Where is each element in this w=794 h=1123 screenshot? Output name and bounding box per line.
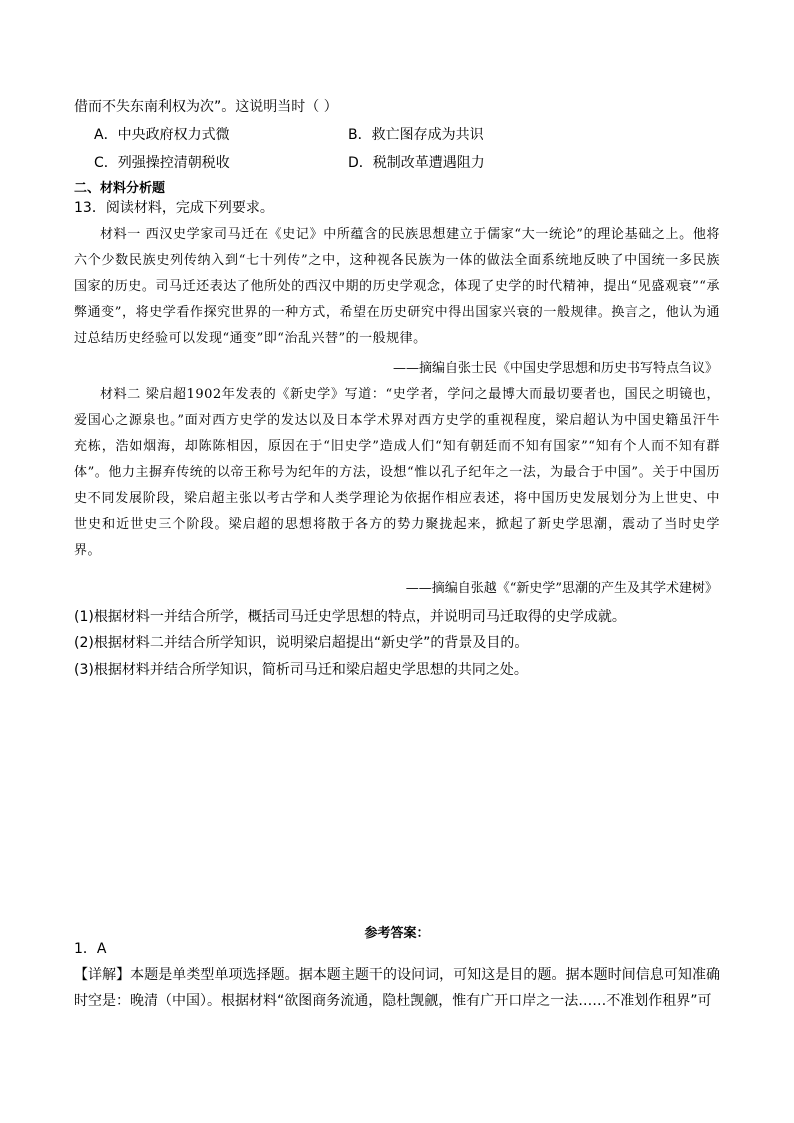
material-two-source: ——摘编自张越《“新史学”思潮的产生及其学术建树》 bbox=[405, 581, 718, 596]
option-d: D．税制改革遭遇阻力 bbox=[348, 155, 485, 171]
question13-prompt: 13．阅读材料，完成下列要求。 bbox=[74, 200, 274, 216]
option-b: B．救亡图存成为共识 bbox=[348, 127, 484, 143]
material-one-source: ——摘编自张士民《中国史学思想和历史书写特点刍议》 bbox=[392, 361, 718, 376]
section-heading: 二、材料分析题 bbox=[74, 181, 166, 196]
option-a: A．中央政府权力式微 bbox=[94, 127, 230, 143]
subquestion-3: (3)根据材料并结合所学知识，简析司马迁和梁启超史学思想的共同之处。 bbox=[74, 662, 528, 678]
answer-1-detail: 【详解】本题是单类型单项选择题。据本题主题干的设问词，可知这是目的题。据本题时间信息可知准确时空是：晚清（中国）。根据材料“欲图商务流通，隐杜觊觎，惟有广开口岸之一法……不准划作租界”可 bbox=[74, 967, 720, 1009]
subquestion-1: (1)根据材料一并结合所学，概括司马迁史学思想的特点，并说明司马迁取得的史学成就。 bbox=[74, 609, 626, 625]
answer-1-label: 1．A bbox=[74, 941, 107, 957]
material-one: 材料一 西汉史学家司马迁在《史记》中所蕴含的民族思想建立于儒家“大一统论”的理论基础之上。他将六个少数民族史列传纳入到“七十列传”之中，这种视各民族为一体的做法全面系统地反映了中国统一多民族国家的历史。司马迁还表达了他所处的西汉中期的历史学观念，体现了史学的时代精神，提出“见盛观衰”“承弊通变”，将史学看作探究世界的一种方式，希望在历史研究中得出国家兴衰的一般规律。换言之，他认为通过总结历史经验可以发现“通变”即“治乱兴替”的一般规律。 bbox=[74, 227, 720, 346]
question12-stem-tail: 借而不失东南利权为次”。这说明当时（ ） bbox=[74, 99, 338, 115]
material-two: 材料二 梁启超1902年发表的《新史学》写道：“史学者，学问之最博大而最切要者也，国民之明镜也，爱国心之源泉也。”面对西方史学的发达以及日本学术界对西方史学的重视程度，梁启超认为中国史籍虽汗牛充栋，浩如烟海，却陈陈相因，原因在于“旧史学”造成人们“知有朝廷而不知有国家”“知有个人而不知有群体”。他力主摒弃传统的以帝王称号为纪年的方法，设想“惟以孔子纪年之一法，为最合于中国”。关于中国历史不同发展阶段，梁启超主张以考古学和人类学理论为依据作相应表述，将中国历史发展划分为上世史、中世史和近世史三个阶段。梁启超的思想将散于各方的势力聚拢起来，掀起了新史学思潮，震动了当时史学界。 bbox=[74, 387, 720, 558]
option-c: C．列强操控清朝税收 bbox=[94, 155, 230, 171]
subquestion-2: (2)根据材料二并结合所学知识，说明梁启超提出“新史学”的背景及目的。 bbox=[74, 635, 529, 651]
answers-title: 参考答案： bbox=[364, 926, 430, 941]
